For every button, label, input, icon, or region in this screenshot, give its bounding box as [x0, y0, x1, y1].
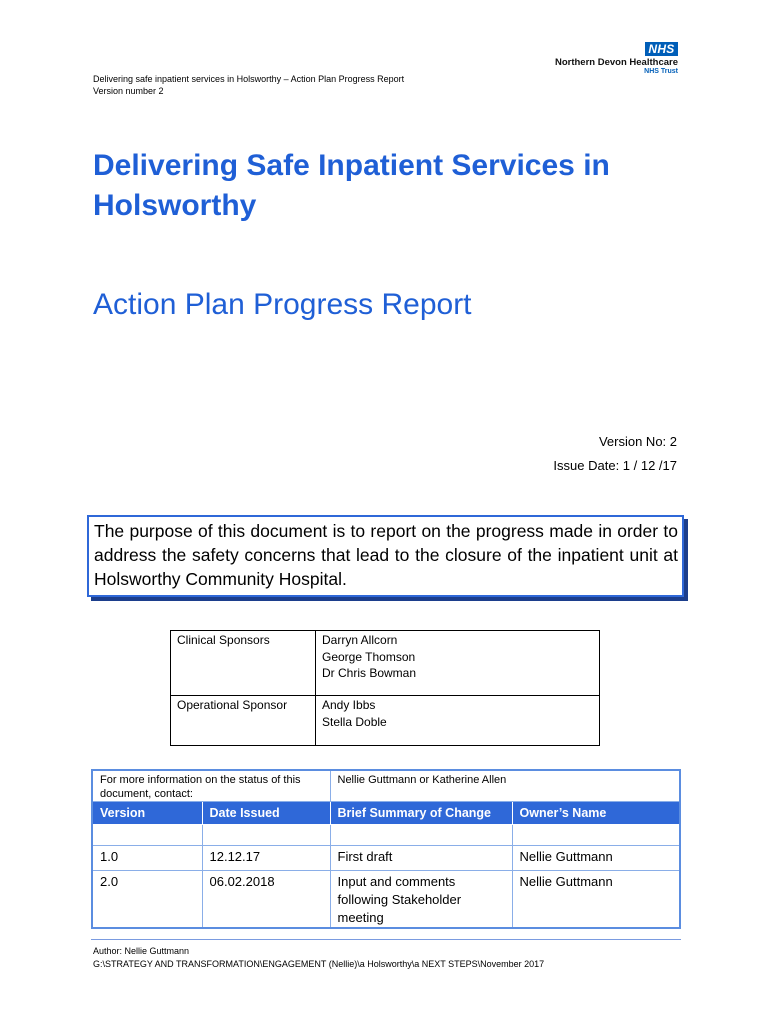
running-header-title: Delivering safe inpatient services in Holsworthy – Action Plan Progress Report	[93, 74, 405, 84]
document-title: Delivering Safe Inpatient Services in Holsworthy	[93, 149, 610, 222]
version-cell: 2.0	[92, 871, 202, 929]
table-row-empty	[92, 825, 680, 846]
footer-divider	[91, 939, 681, 940]
table-row	[171, 631, 600, 696]
purpose-box	[87, 515, 684, 597]
sponsor-name: George Thomson	[322, 649, 416, 664]
empty-cell	[512, 825, 680, 846]
version-number: Version No: 2	[598, 434, 677, 449]
owner-cell: Nellie Guttmann	[512, 846, 680, 871]
column-header-date: Date Issued	[202, 802, 330, 825]
sponsor-name: Andy Ibbs	[322, 698, 376, 712]
table-row	[92, 871, 680, 929]
footer-file-path: G:\STRATEGY AND TRANSFORMATION\ENGAGEMENT (Nellie)\a Holsworthy\a NEXT STEPS\November 2017	[93, 959, 545, 969]
date-cell: 12.12.17	[202, 846, 330, 871]
empty-cell	[202, 825, 330, 846]
table-header-row	[92, 802, 680, 825]
logo-organisation: Northern Devon Healthcare	[554, 57, 678, 68]
sponsors-table	[170, 630, 600, 746]
footer-author: Author: Nellie Guttmann	[93, 946, 190, 956]
empty-cell	[92, 825, 202, 846]
column-header-owner: Owner’s Name	[512, 802, 680, 825]
document-subtitle: Action Plan Progress Report	[93, 288, 472, 321]
column-header-summary: Brief Summary of Change	[330, 802, 512, 825]
logo-trust: NHS Trust	[644, 68, 678, 75]
contact-names: Nellie Guttmann or Katherine Allen	[330, 770, 680, 802]
column-header-version: Version	[92, 802, 202, 825]
table-row	[92, 846, 680, 871]
running-header-version: Version number 2	[93, 86, 164, 96]
owner-cell: Nellie Guttmann	[512, 871, 680, 929]
date-cell: 06.02.2018	[202, 871, 330, 929]
version-history-table	[91, 769, 681, 929]
sponsor-name: Dr Chris Bowman	[322, 666, 417, 680]
sponsor-name: Darryn Allcorn	[322, 633, 398, 647]
empty-cell	[330, 825, 512, 846]
contact-label: For more information on the status of this document, contact:	[92, 770, 330, 802]
contact-row	[92, 770, 680, 802]
version-cell: 1.0	[92, 846, 202, 871]
operational-sponsor-label: Operational Sponsor	[171, 696, 316, 746]
sponsor-name: Stella Doble	[322, 714, 387, 729]
issue-date: Issue Date: 1 / 12 /17	[553, 458, 677, 473]
clinical-sponsors-names	[316, 631, 600, 696]
purpose-text: The purpose of this document is to report on the progress made in order to address the safety concerns that lead to the closure of the inpatient unit at Holsworthy Community Hospital.	[94, 521, 678, 589]
nhs-logo	[540, 42, 678, 76]
summary-cell: Input and comments following Stakeholder meeting	[330, 871, 512, 929]
operational-sponsor-names	[316, 696, 600, 746]
summary-cell: First draft	[330, 846, 512, 871]
table-row	[171, 696, 600, 746]
clinical-sponsors-label: Clinical Sponsors	[171, 631, 316, 696]
nhs-badge: NHS	[645, 42, 678, 56]
